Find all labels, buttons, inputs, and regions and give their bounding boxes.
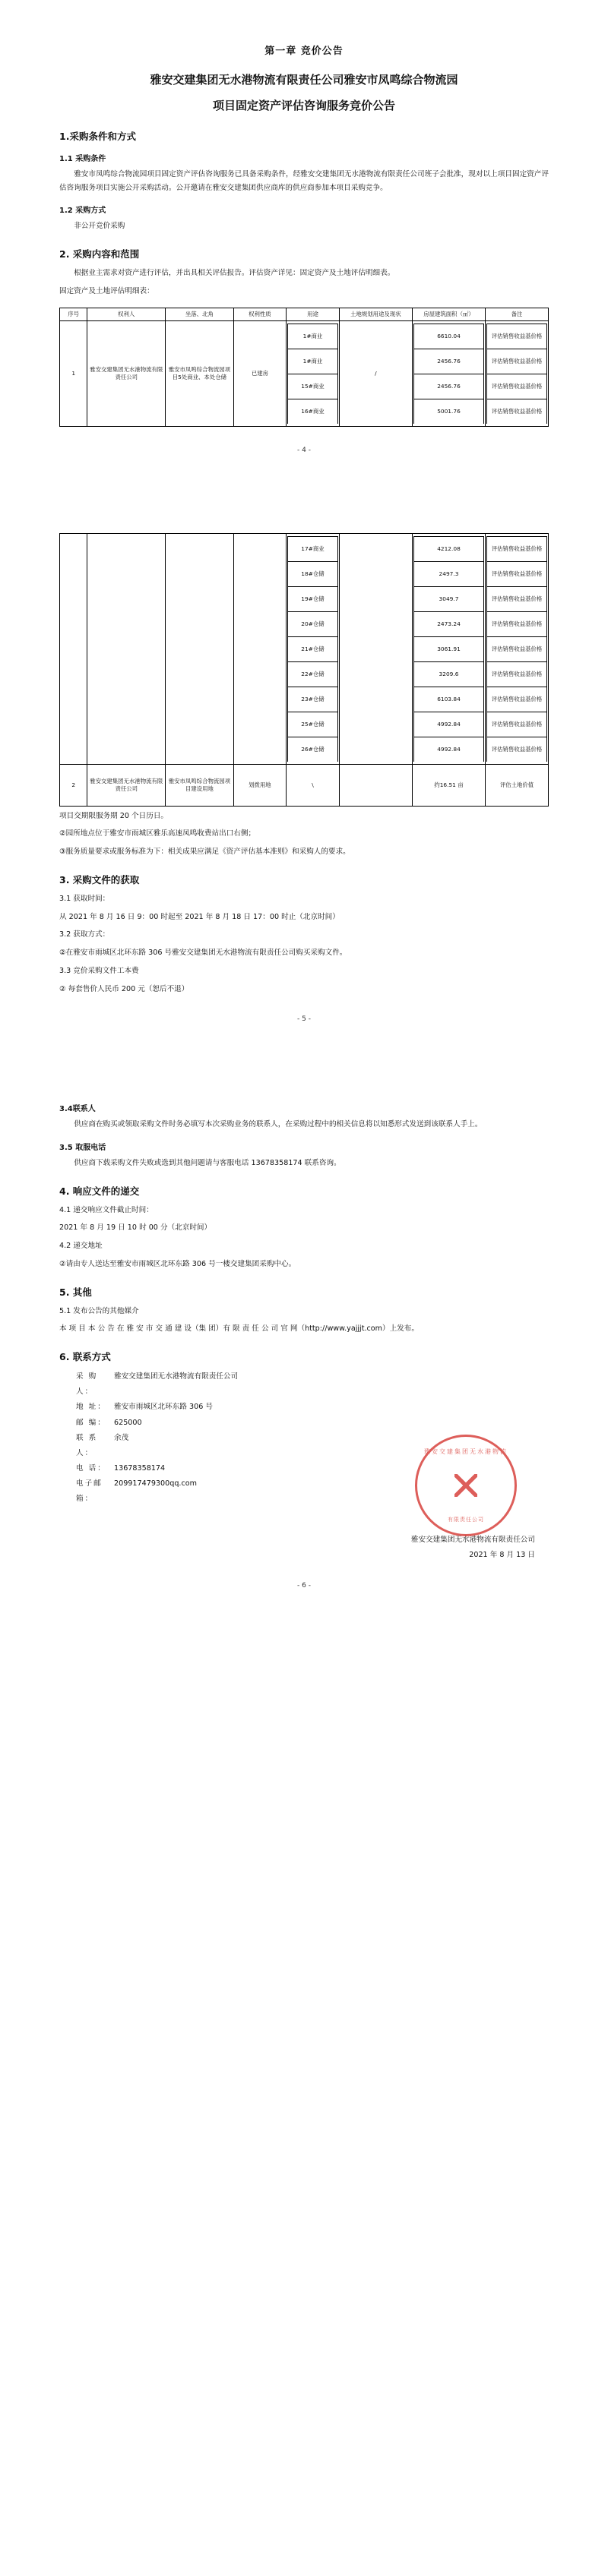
contact-value: 余茂: [114, 1433, 129, 1442]
th-address: 坐落、北角: [166, 308, 234, 320]
remark-item: 评估销售收益基价格: [487, 636, 547, 661]
cell-use: \: [287, 764, 340, 806]
use-item: 25#仓储: [288, 712, 338, 737]
remark-item: 评估销售收益基价格: [487, 586, 547, 611]
cell-owner-empty: [87, 533, 166, 764]
signature-block: [59, 1533, 549, 1561]
section-2-intro: 根据业主需求对资产进行评估，并出具相关评估报告。评估资产详见：固定资产及土地评估明细表。: [74, 269, 395, 278]
area-item: 4992.84: [413, 737, 483, 762]
section-4-heading: 4. 响应文件的递交: [59, 1185, 140, 1197]
contact-label: 电子邮箱：: [76, 1479, 103, 1504]
section-1-2-text: 非公开竞价采购: [74, 222, 125, 231]
seal-top-text: 雅安交建集团无水港物流: [424, 1447, 508, 1455]
use-item: 20#仓储: [288, 611, 338, 636]
section-5-1-text: 本 项 目 本 公 告 在 雅 安 市 交 通 建 设（集 团）有 限 责 任 公 司 官 网（http://www.yajjjt.com）上发布。: [59, 1324, 419, 1334]
area-item: 2473.24: [413, 611, 483, 636]
section-1-heading: 1.采购条件和方式: [59, 131, 136, 142]
section-3-4-text: 供应商在购买或领取采购文件时务必填写本次采购业务的联系人，在采购过程中的相关信息将以知悉形式发送到该联系人手上。: [74, 1120, 483, 1129]
area-item: 6610.04: [413, 324, 483, 349]
seal-bottom-text: 有限责任公司: [448, 1516, 484, 1523]
th-right: 权利性质: [233, 308, 287, 320]
page-number-1: - 4 -: [297, 446, 311, 454]
remark-item: 评估销售收益基价格: [487, 561, 547, 586]
contact-value: 625000: [114, 1418, 142, 1427]
th-owner: 权利人: [87, 308, 166, 320]
section-3-heading: 3. 采购文件的获取: [59, 873, 140, 886]
contact-row: [59, 1416, 549, 1431]
section-1-1-text: 雅安市凤鸣综合物流园项目固定资产评估咨询服务已具备采购条件，经雅安交建集团无水港物流有限责任公司班子会批准，现对以上项目固定资产评估咨询服务项目实施公开采购活动。公开邀请在雅安交建集团供应商库的供应商参加本项目采购竞争。: [59, 170, 549, 192]
section-3-4-label: 3.4联系人: [59, 1105, 96, 1114]
cell-owner: 雅安交建集团无水港物流有限责任公司: [87, 764, 166, 806]
contact-row: [59, 1369, 549, 1400]
remark-item: 评估销售收益基价格: [487, 374, 547, 399]
area-item: 4992.84: [413, 712, 483, 737]
contact-value: 雅安交建集团无水港物流有限责任公司: [114, 1372, 239, 1381]
section-1-1-heading: 1.1 采购条件: [59, 155, 106, 163]
cell-land-status: /: [339, 320, 412, 426]
contact-row: [59, 1476, 549, 1507]
cell-use-group: [287, 533, 340, 764]
area-item: 2497.3: [413, 561, 483, 586]
section-3-2-label: 3.2 获取方式：: [59, 930, 110, 939]
remark-item: 评估销售收益基价格: [487, 349, 547, 374]
use-item: 1#商业: [288, 324, 338, 349]
project-location-text: ②园所地点位于雅安市雨城区雅乐高速凤鸣收费站出口右侧；: [59, 829, 256, 838]
contact-label: 电 话：: [76, 1463, 106, 1473]
section-6-heading: 6. 联系方式: [59, 1351, 111, 1363]
cell-remark: 评估土地价值: [486, 764, 549, 806]
th-use: 用途: [287, 308, 340, 320]
area-item: 3049.7: [413, 586, 483, 611]
area-item: 6103.84: [413, 687, 483, 712]
cell-right: 划拨用地: [233, 764, 287, 806]
remark-item: 评估销售收益基价格: [487, 737, 547, 762]
section-4-1-label: 4.1 递交响应文件截止时间：: [59, 1205, 154, 1214]
cell-area-group: [412, 320, 485, 426]
use-item: 22#仓储: [288, 661, 338, 687]
contact-row: [59, 1400, 549, 1415]
th-remark: 备注: [486, 308, 549, 320]
cell-address: 雅安市凤鸣综合物流园项目建设用地: [166, 764, 234, 806]
section-3-2-text: ②在雅安市雨城区北环东路 306 号雅安交建集团无水港物流有限责任公司购买采购文件。: [59, 949, 347, 958]
cell-area: 约16.51 亩: [412, 764, 485, 806]
contact-label: 邮 编：: [76, 1418, 106, 1427]
contact-row: [59, 1431, 549, 1461]
page-2: [0, 533, 608, 1024]
asset-table-caption: 固定资产及土地评估明细表：: [59, 286, 154, 295]
use-item: 19#仓储: [288, 586, 338, 611]
th-status: 土地规划用途及现状: [339, 308, 412, 320]
page-1: [0, 0, 608, 454]
use-item: 17#商业: [288, 536, 338, 561]
page-number-2: - 5 -: [297, 1015, 311, 1024]
area-item: 3061.91: [413, 636, 483, 661]
remark-item: 评估销售收益基价格: [487, 536, 547, 561]
area-item: 3209.6: [413, 661, 483, 687]
contact-value: 13678358174: [114, 1463, 166, 1473]
signature-date: 2021 年 8 月 13 日: [469, 1550, 535, 1559]
use-sublist: [287, 536, 338, 762]
area-item: 4212.08: [413, 536, 483, 561]
asset-table-part-2: [59, 533, 549, 807]
cell-no-empty: [60, 533, 87, 764]
section-3-5-text: 供应商下载采购文件失败或选到其他问题请与客服电话 13678358174 联系咨询。: [74, 1159, 341, 1167]
area-item: 5001.76: [413, 399, 483, 424]
remark-item: 评估销售收益基价格: [487, 611, 547, 636]
section-3-5-label: 3.5 取服电话: [59, 1144, 106, 1152]
section-4-2-label: 4.2 递交地址: [59, 1242, 103, 1251]
section-3-3-text: ② 每套售价人民币 200 元（恕后不退）: [59, 984, 189, 993]
page-break-gap-1: [0, 454, 608, 524]
page-3: [0, 1102, 608, 1589]
remark-item: 评估销售收益基价格: [487, 687, 547, 712]
service-standard-text: ③服务质量要求或服务标准为下：相关成果应满足《资产评估基本准则》和采购人的要求。: [59, 848, 350, 857]
section-3-1-label: 3.1 获取时间：: [59, 894, 110, 903]
cell-address-empty: [166, 533, 234, 764]
contact-label: 联 系 人：: [76, 1433, 98, 1457]
remark-item: 评估销售收益基价格: [487, 399, 547, 424]
use-item: 15#商业: [288, 374, 338, 399]
cell-right: 已建房: [233, 320, 287, 426]
cell-area-group: [412, 533, 485, 764]
table-row: [60, 320, 549, 426]
use-item: 23#仓储: [288, 687, 338, 712]
section-5-heading: 5. 其他: [59, 1286, 92, 1298]
remark-sublist: [486, 324, 547, 424]
contact-value: 209917479300qq.com: [114, 1479, 197, 1488]
page-number-3: - 6 -: [297, 1581, 311, 1589]
remark-item: 评估销售收益基价格: [487, 661, 547, 687]
cell-remark-group: [486, 320, 549, 426]
document-title-line-2: 项目固定资产评估咨询服务竞价公告: [212, 98, 395, 112]
cell-owner: 雅安交建集团无水港物流有限责任公司: [87, 320, 166, 426]
cell-address: 雅安市凤鸣综合物流园项目5处商业、本处仓储: [166, 320, 234, 426]
use-item: 21#仓储: [288, 636, 338, 661]
section-4-2-text: ②请由专人送达至雅安市雨城区北环东路 306 号一楼交建集团采购中心。: [59, 1259, 296, 1268]
area-item: 2456.76: [413, 374, 483, 399]
contact-label: 地 址：: [76, 1403, 106, 1412]
chapter-title: 第一章 竞价公告: [264, 46, 344, 57]
cell-use-group: [287, 320, 340, 426]
page-break-gap-2: [0, 1023, 608, 1093]
area-sublist: [413, 324, 484, 424]
cell-land-status-empty: [339, 533, 412, 764]
use-item: 1#商业: [288, 349, 338, 374]
signature-org: 雅安交建集团无水港物流有限责任公司: [410, 1536, 535, 1545]
contact-row: [59, 1461, 549, 1476]
section-4-1-text: 2021 年 8 月 19 日 10 时 00 分（北京时间）: [59, 1223, 212, 1233]
th-area: 房屋建筑面积（㎡）: [412, 308, 485, 320]
section-2-heading: 2. 采购内容和范围: [59, 248, 140, 260]
cell-land-status: [339, 764, 412, 806]
document-title-line-1: 雅安交建集团无水港物流有限责任公司雅安市凤鸣综合物流园: [150, 73, 458, 87]
use-item: 16#商业: [288, 399, 338, 424]
contact-value: 雅安市雨城区北环东路 306 号: [114, 1403, 213, 1412]
cell-remark-group: [486, 533, 549, 764]
area-item: 2456.76: [413, 349, 483, 374]
cell-no: 2: [60, 764, 87, 806]
asset-table-part-1: [59, 308, 549, 427]
section-3-3-label: 3.3 竞价采购文件工本费: [59, 966, 139, 975]
section-3-1-text: 从 2021 年 8 月 16 日 9：00 时起至 2021 年 8 月 18 日 17：00 时止（北京时间）: [59, 912, 340, 921]
remark-item: 评估销售收益基价格: [487, 712, 547, 737]
table-row: [60, 533, 549, 764]
th-no: 序号: [60, 308, 87, 320]
use-item: 26#仓储: [288, 737, 338, 762]
section-1-2-heading: 1.2 采购方式: [59, 207, 106, 216]
use-sublist: [287, 324, 338, 424]
table-header-row: [60, 308, 549, 320]
remark-sublist: [486, 536, 547, 762]
contact-list: [59, 1369, 549, 1507]
cell-right-empty: [233, 533, 287, 764]
cell-no: 1: [60, 320, 87, 426]
project-duration-text: 项目交期限服务期 20 个日历日。: [59, 811, 169, 820]
use-item: 18#仓储: [288, 561, 338, 586]
table-row: [60, 764, 549, 806]
section-5-1-label: 5.1 发布公告的其他媒介: [59, 1306, 139, 1315]
remark-item: 评估销售收益基价格: [487, 324, 547, 349]
contact-label: 采 购 人：: [76, 1372, 98, 1397]
area-sublist: [413, 536, 484, 762]
